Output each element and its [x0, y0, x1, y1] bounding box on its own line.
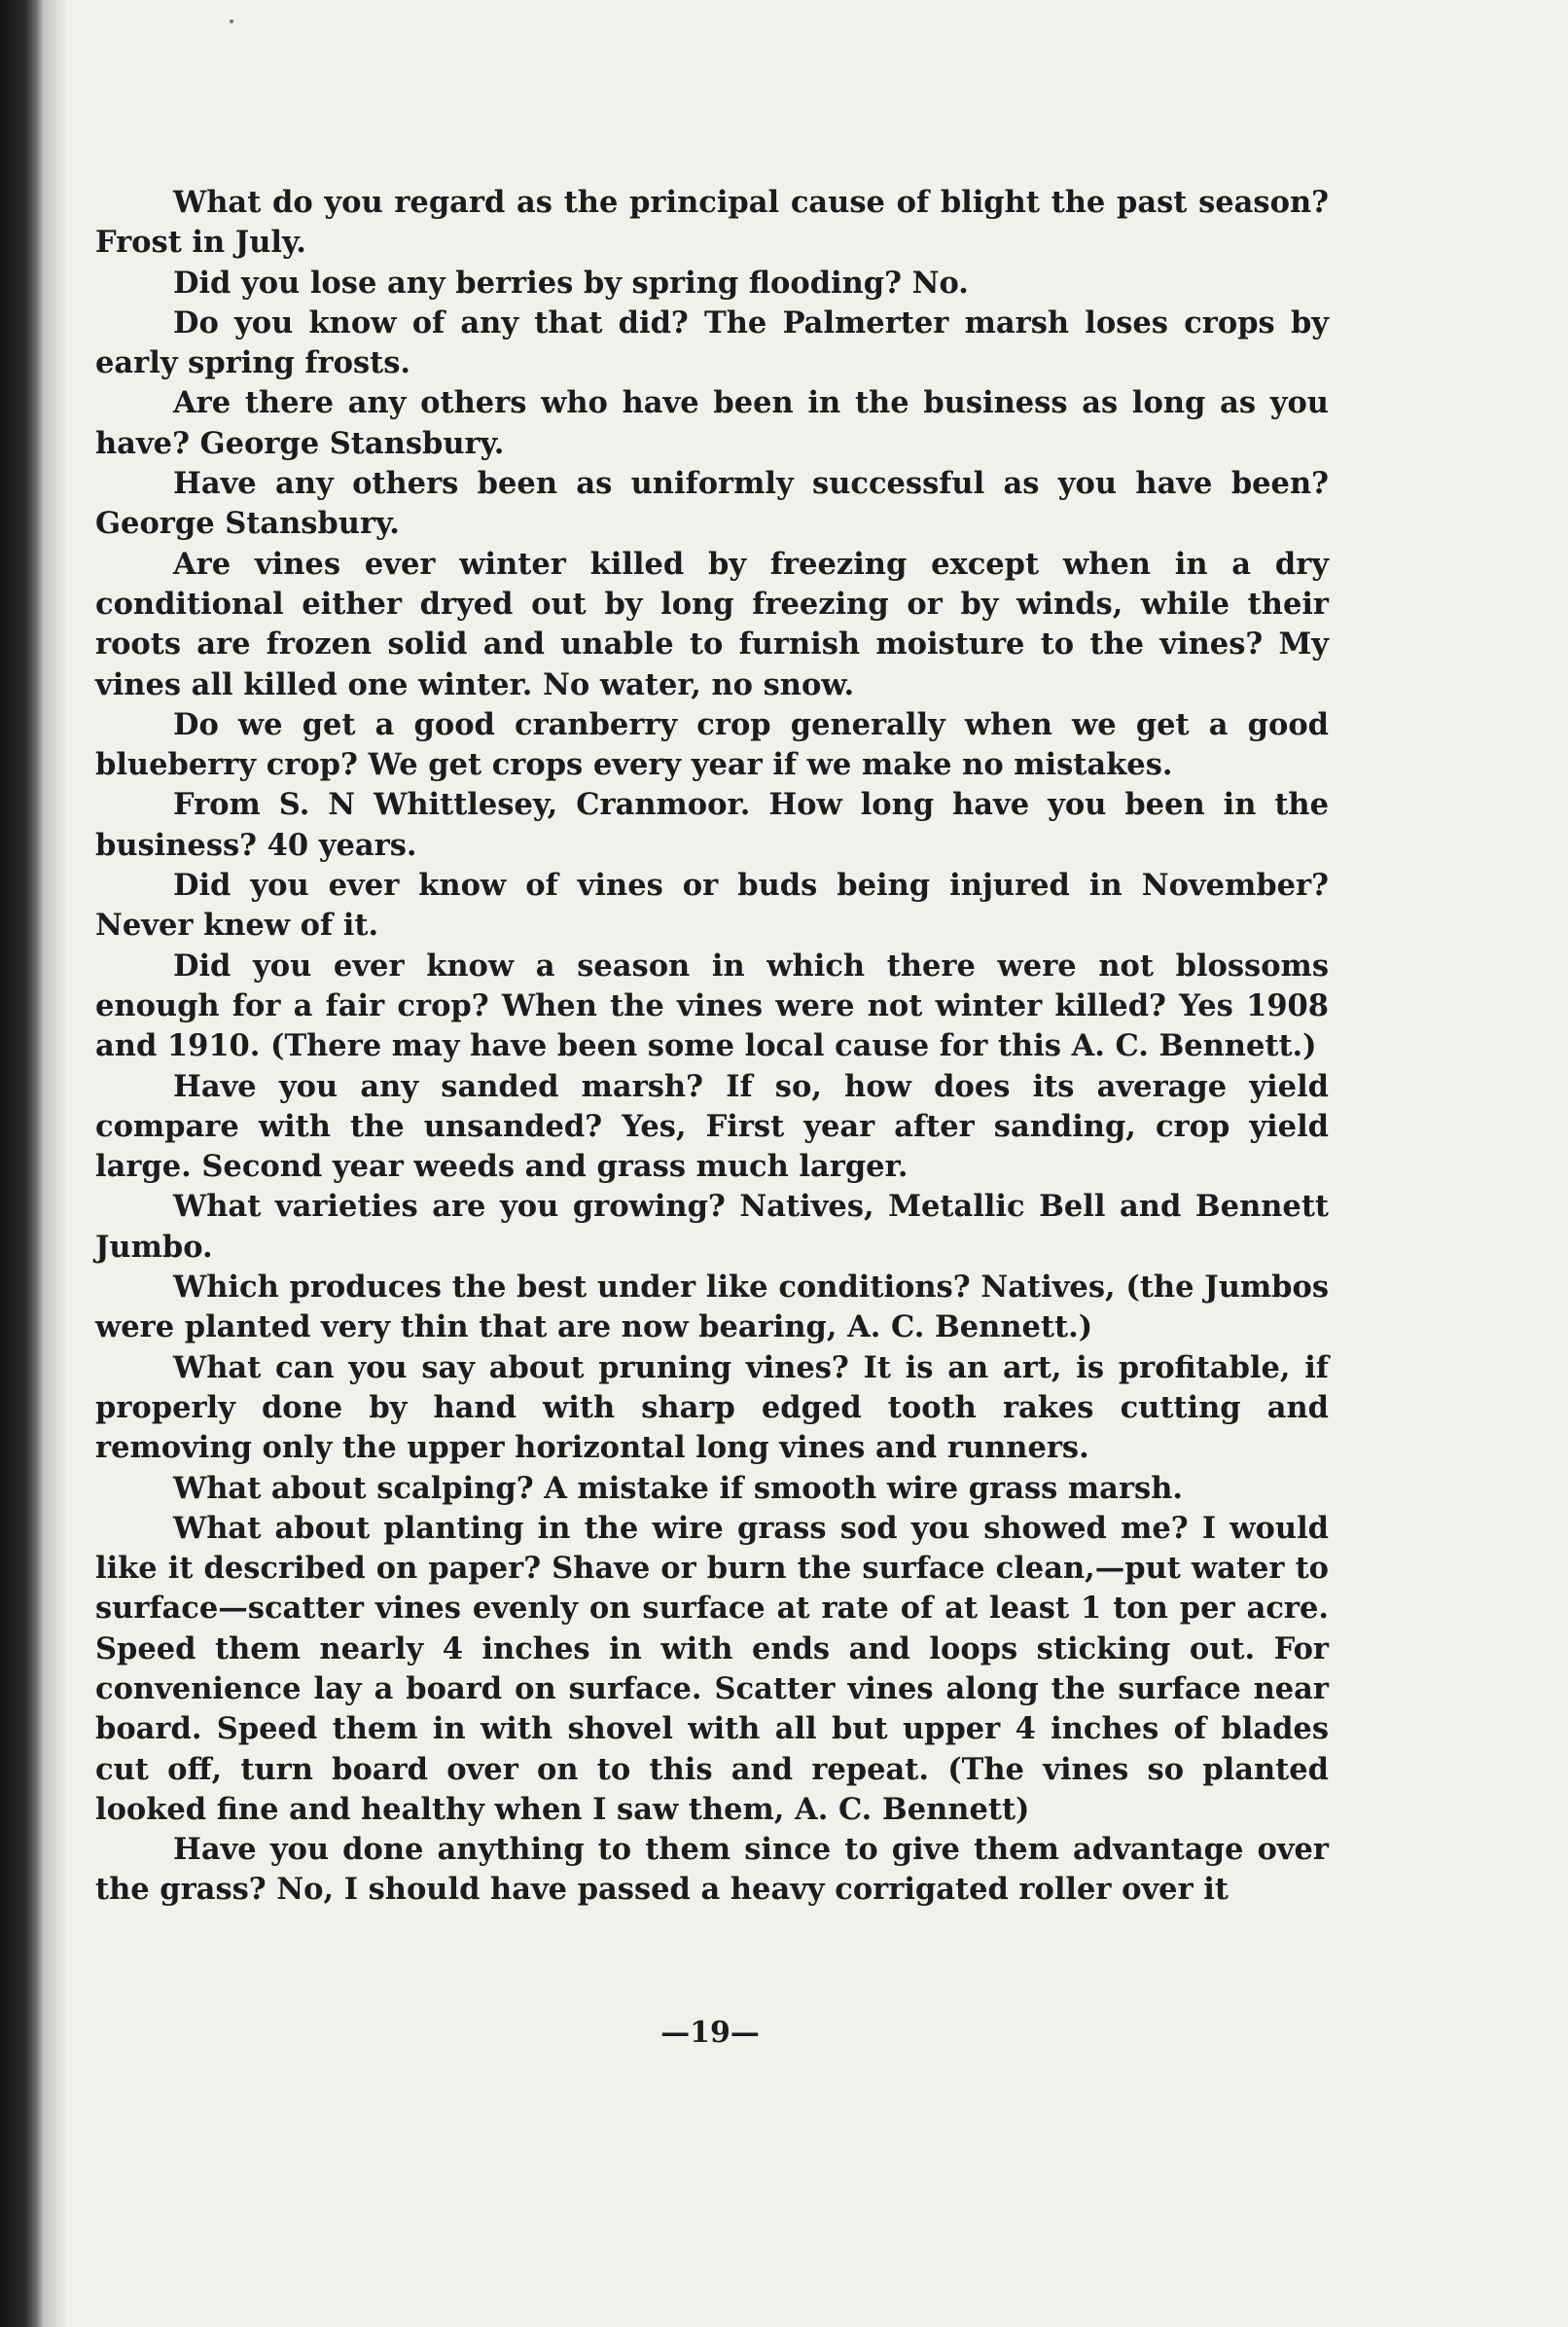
- paragraph: Did you lose any berries by spring flooding? No.: [173, 265, 969, 301]
- paragraph: What do you regard as the principal cause of blight the past season? Frost in July.: [95, 185, 1329, 261]
- paragraph: From S. N Whittlesey, Cranmoor. How long have you been in the business? 40 years.: [95, 787, 1329, 863]
- paragraph: Are vines ever winter killed by freezing except when in a dry conditional either dryed out by long freezing or by winds, while their roots are frozen solid and unable to furnish moisture to the vines? My vines all killed one winter. No water, no snow.: [95, 546, 1329, 702]
- book-binding: [0, 0, 45, 2327]
- paragraph: Have you any sanded marsh? If so, how does its average yield compare with the unsanded? Yes, First year after sanding, crop yield large. Second year weeds and grass much larger.: [95, 1068, 1329, 1185]
- page-number: —19—: [660, 2016, 760, 2050]
- paragraph: What varieties are you growing? Natives, Metallic Bell and Bennett Jumbo.: [95, 1189, 1329, 1265]
- body-text: [95, 183, 1329, 1911]
- print-speck: [230, 19, 233, 23]
- paragraph: Have any others been as uniformly successful as you have been? George Stansbury.: [95, 466, 1329, 542]
- gutter-shadow: [45, 0, 68, 2327]
- paragraph: Do you know of any that did? The Palmerter marsh loses crops by early spring frosts.: [95, 304, 1329, 381]
- paragraph: Are there any others who have been in the business as long as you have? George Stansbury.: [95, 385, 1329, 461]
- paragraph: Which produces the best under like conditions? Natives, (the Jumbos were planted very thin that are now bearing, A. C. Bennett.): [95, 1270, 1329, 1345]
- paragraph: Did you ever know of vines or buds being injured in November? Never knew of it.: [95, 868, 1329, 944]
- paragraph: What about scalping? A mistake if smooth wire grass marsh.: [173, 1470, 1183, 1506]
- paragraph: Have you done anything to them since to give them advantage over the grass? No, I should have passed a heavy corrigated roller over it: [95, 1832, 1329, 1908]
- paragraph: Do we get a good cranberry crop generally when we get a good blueberry crop? We get crops every year if we make no mistakes.: [95, 706, 1329, 783]
- paragraph: Did you ever know a season in which there were not blossoms enough for a fair crop? When the vines were not winter killed? Yes 1908 and 1910. (There may have been some local cause for this A. C. Bennett.): [95, 948, 1329, 1064]
- paragraph: What can you say about pruning vines? It is an art, is profitable, if properly done by hand with sharp edged tooth rakes cutting and removing only the upper horizontal long vines and runners.: [95, 1349, 1329, 1466]
- paragraph: What about planting in the wire grass sod you showed me? I would like it described on paper? Shave or burn the surface clean,—put water to surface—scatter vines evenly on surface at rate of at least 1 ton per acre. Speed them nearly 4 inches in with ends and loops sticking out. For convenience lay a board on surface. Scatter vines along the surface near board. Speed them in with shovel with all but upper 4 inches of blades cut off, turn board over on to this and repeat. (The vines so planted looked fine and healthy when I saw them, A. C. Bennett): [95, 1510, 1329, 1827]
